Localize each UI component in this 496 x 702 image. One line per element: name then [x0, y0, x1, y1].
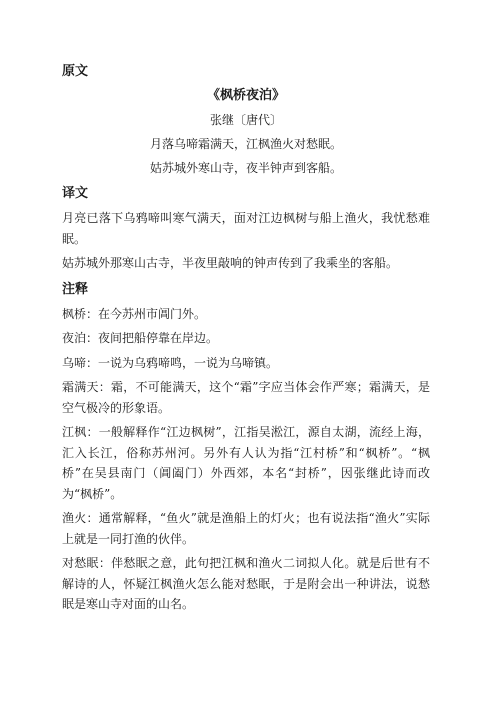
poem-title: 《枫桥夜泊》 — [206, 88, 285, 103]
poem-line-1: 月落乌啼霜满天，江枫渔火对愁眠。 — [149, 137, 342, 151]
section-heading-original: 原文 — [62, 64, 89, 79]
note-item-jiangfeng: 江枫：一般解释作“江边枫树”，江指吴淞江，源自太湖，流经上海，汇入长江，俗称苏州河。另外有人认为指“江村桥”和“枫桥”。“枫桥”在吴县南门（阊阖门）外西郊，本名“封桥”，因张继此诗而改为“枫桥”。 — [62, 425, 430, 501]
section-heading-translation: 译文 — [62, 186, 89, 201]
note-item-fengqiao: 枫桥：在今苏州市阊门外。 — [62, 306, 207, 321]
translation-paragraph-1: 月亮已落下乌鸦啼叫寒气满天，面对江边枫树与船上渔火，我忧愁难眠。 — [62, 211, 430, 246]
poem-line-2: 姑苏城外寒山寺，夜半钟声到客船。 — [149, 161, 342, 175]
note-item-duichoumian: 对愁眠：伴愁眠之意，此句把江枫和渔火二词拟人化。就是后世有不解诗的人，怀疑江枫渔火怎么能对愁眠，于是附会出一种讲法，说愁眠是寒山寺对面的山名。 — [62, 556, 430, 611]
note-item-yebo: 夜泊：夜间把船停靠在岸边。 — [62, 331, 219, 345]
translation-paragraph-2: 姑苏城外那寒山古寺，半夜里敲响的钟声传到了我乘坐的客船。 — [62, 256, 399, 270]
note-item-shuangmantian: 霜满天：霜，不可能满天，这个“霜”字应当体会作严寒；霜满天，是空气极冷的形象语。 — [62, 380, 430, 415]
note-item-wuti: 乌啼：一说为乌鸦啼鸣，一说为乌啼镇。 — [62, 355, 279, 370]
note-item-yuhuo: 渔火：通常解释，“鱼火”就是渔船上的灯火；也有说法指“渔火”实际上就是一同打渔的伙伴。 — [62, 511, 430, 546]
poem-author: 张继〔唐代〕 — [209, 113, 282, 127]
section-heading-notes: 注释 — [62, 281, 89, 297]
